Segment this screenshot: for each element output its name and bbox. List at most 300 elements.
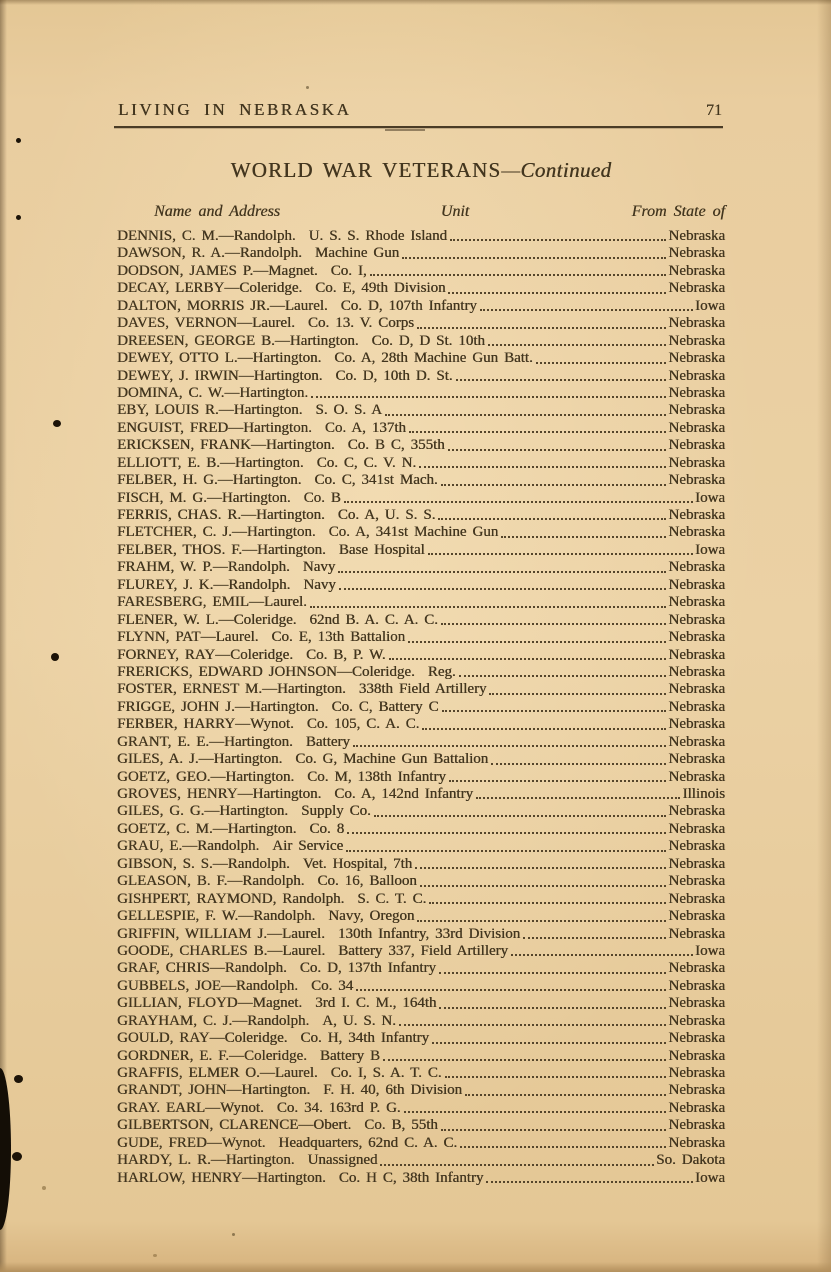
- veteran-unit: Co. D, D St. 10th: [371, 332, 485, 349]
- veteran-name-address: DREESEN, GEORGE B.—Hartington.: [117, 332, 359, 349]
- veteran-name-address: GLEASON, B. F.—Randolph.: [117, 873, 305, 890]
- veteran-state: Iowa: [695, 942, 725, 959]
- veteran-name-address: GILLIAN, FLOYD—Magnet.: [117, 995, 303, 1012]
- binding-mark: [16, 215, 21, 220]
- veteran-row: [117, 455, 725, 472]
- dot-leader: [441, 1129, 667, 1131]
- veteran-name-address: DAVES, VERNON—Laurel.: [117, 315, 295, 332]
- dot-leader: [489, 693, 666, 695]
- dot-leader: [389, 658, 667, 660]
- veteran-unit: Battery B: [319, 1047, 380, 1064]
- dot-leader: [459, 675, 667, 677]
- veteran-row: [117, 978, 725, 995]
- dot-leader: [445, 1076, 667, 1078]
- veteran-name-address: FOSTER, ERNEST M.—Hartington.: [117, 681, 346, 698]
- veteran-unit: Co. 8: [309, 820, 345, 837]
- veteran-state: Nebraska: [668, 245, 725, 262]
- veteran-unit: F. H. 40, 6th Division: [323, 1082, 463, 1099]
- veteran-name-address: DECAY, LERBY—Coleridge.: [117, 280, 303, 297]
- dot-leader: [441, 484, 667, 486]
- veteran-state: Nebraska: [668, 698, 725, 715]
- veteran-state: Nebraska: [668, 611, 725, 628]
- veteran-row: [117, 594, 725, 611]
- veteran-state: Nebraska: [668, 228, 725, 244]
- veteran-row: [117, 908, 725, 925]
- veteran-row: [117, 838, 725, 855]
- veteran-unit: Base Hospital: [338, 541, 425, 558]
- scan-background-blob: [0, 1068, 11, 1230]
- veteran-unit: Co. 16, Balloon: [317, 873, 417, 890]
- veteran-name-address: GOULD, RAY—Coleridge.: [117, 1030, 288, 1047]
- veteran-row: [117, 420, 725, 437]
- veteran-unit: Vet. Hospital, 7th: [302, 855, 413, 872]
- veteran-state: Nebraska: [668, 262, 725, 279]
- binding-hole: [53, 420, 61, 427]
- veteran-state: Nebraska: [668, 629, 725, 646]
- veteran-unit: Co. M, 138th Infantry: [307, 768, 446, 785]
- dot-leader: [448, 292, 666, 294]
- veteran-name-address: FRERICKS, EDWARD JOHNSON—Coleridge.: [117, 663, 415, 680]
- column-header-unit: Unit: [440, 203, 470, 220]
- veteran-row: [117, 524, 725, 541]
- veteran-unit: Supply Co.: [301, 803, 371, 820]
- veteran-unit: 3rd I. C. M., 164th: [315, 995, 437, 1012]
- column-headers: [117, 203, 725, 222]
- veteran-name-address: GOODE, CHARLES B.—Laurel.: [117, 942, 326, 959]
- veteran-unit: Co. D, 107th Infantry: [340, 297, 477, 314]
- veteran-unit: Battery 337, Field Artillery: [338, 942, 509, 959]
- veteran-row: [117, 472, 725, 489]
- veteran-row: [117, 891, 725, 908]
- veteran-unit: Headquarters, 62nd C. A. C.: [278, 1134, 458, 1151]
- dot-leader: [374, 815, 667, 817]
- veteran-state: Nebraska: [668, 663, 725, 680]
- veteran-name-address: GRANT, E. E.—Hartington.: [117, 733, 293, 750]
- veteran-unit: Co. C, 341st Mach.: [314, 472, 438, 489]
- veteran-state: Nebraska: [668, 332, 725, 349]
- veteran-row: [117, 769, 725, 786]
- veteran-name-address: FARESBERG, EMIL—Laurel.: [117, 594, 307, 611]
- dot-leader: [536, 362, 667, 364]
- veteran-state: Nebraska: [668, 1065, 725, 1081]
- veteran-name-address: GRAF, CHRIS—Randolph.: [117, 960, 287, 977]
- veteran-state: So. Dakota: [656, 1152, 725, 1169]
- dot-leader: [465, 1094, 666, 1096]
- veteran-name-address: HARDY, L. R.—Hartington.: [117, 1152, 295, 1169]
- dot-leader: [429, 902, 666, 904]
- dot-leader: [438, 518, 666, 520]
- dot-leader: [488, 344, 666, 346]
- veteran-row: [117, 873, 725, 890]
- veteran-state: Illinois: [682, 786, 725, 802]
- running-header: [118, 100, 722, 120]
- veteran-row: [117, 1170, 725, 1187]
- veteran-row: [117, 612, 725, 629]
- veteran-name-address: DEWEY, OTTO L.—Hartington.: [117, 350, 322, 367]
- veteran-unit: Co. A, 137th: [324, 419, 406, 436]
- veteran-unit: Machine Gun: [314, 245, 400, 262]
- veteran-name-address: DOMINA, C. W.—Hartington.: [117, 384, 309, 401]
- veteran-name-address: ERICKSEN, FRANK—Hartington.: [117, 437, 335, 454]
- veteran-state: Nebraska: [668, 890, 725, 907]
- veteran-state: Nebraska: [668, 1099, 725, 1116]
- veteran-state: Nebraska: [668, 716, 725, 733]
- page-number: 71: [706, 102, 722, 119]
- veteran-name-address: GUBBELS, JOE—Randolph.: [117, 977, 298, 994]
- veteran-state: Nebraska: [668, 454, 725, 471]
- veteran-name-address: GILES, G. G.—Hartington.: [117, 803, 289, 820]
- dot-leader: [486, 1181, 693, 1183]
- dot-leader: [383, 1059, 666, 1061]
- dot-leader: [344, 501, 693, 503]
- veteran-state: Nebraska: [668, 838, 725, 855]
- veteran-row: [117, 298, 725, 315]
- veteran-state: Nebraska: [668, 594, 725, 611]
- veteran-row: [117, 856, 725, 873]
- dot-leader: [311, 396, 666, 398]
- veteran-name-address: GOETZ, C. M.—Hartington.: [117, 820, 297, 837]
- veteran-name-address: FORNEY, RAY—Coleridge.: [117, 646, 293, 663]
- dot-leader: [415, 867, 666, 869]
- dot-leader: [511, 954, 693, 956]
- dot-leader: [428, 553, 693, 555]
- veteran-state: Nebraska: [668, 751, 725, 768]
- veteran-unit: Co. A, 142nd Infantry: [334, 786, 473, 802]
- veteran-row: [117, 1048, 725, 1065]
- veteran-name-address: DEWEY, J. IRWIN—Hartington.: [117, 367, 323, 384]
- paper-speck: [153, 1254, 157, 1257]
- binding-mark: [16, 138, 21, 143]
- veteran-row: [117, 803, 725, 820]
- veteran-name-address: FERBER, HARRY—Wynot.: [117, 716, 294, 733]
- veteran-name-address: FISCH, M. G.—Hartington.: [117, 489, 291, 506]
- dot-leader: [347, 832, 666, 834]
- veteran-row: [117, 333, 725, 350]
- veteran-state: Nebraska: [668, 419, 725, 436]
- veteran-unit: Co. B, P. W.: [305, 646, 386, 663]
- veteran-unit: Co. 34: [310, 977, 354, 994]
- veteran-name-address: FELBER, THOS. F.—Hartington.: [117, 541, 326, 558]
- veteran-name-address: FLENER, W. L.—Coleridge.: [117, 611, 297, 628]
- section-title-main: WORLD WAR VETERANS: [230, 158, 502, 182]
- veteran-unit: Reg.: [427, 663, 456, 680]
- veteran-name-address: FERRIS, CHAS. R.—Hartington.: [117, 507, 325, 523]
- veteran-row: [117, 926, 725, 943]
- paper-speck: [306, 86, 309, 89]
- veteran-row: [117, 1065, 725, 1082]
- veteran-row: [117, 559, 725, 576]
- dot-leader: [480, 309, 693, 311]
- veteran-state: Nebraska: [668, 681, 725, 698]
- dot-leader: [417, 327, 666, 329]
- veteran-row: [117, 716, 725, 733]
- veteran-unit: Co. A, 341st Machine Gun: [328, 524, 499, 541]
- veteran-name-address: FRAHM, W. P.—Randolph.: [117, 559, 290, 576]
- veteran-unit: Co. 13. V. Corps: [307, 315, 414, 332]
- binding-hole: [51, 653, 59, 661]
- veteran-name-address: FRIGGE, JOHN J.—Hartington.: [117, 698, 319, 715]
- veteran-row: [117, 1135, 725, 1152]
- dot-leader: [456, 379, 667, 381]
- veteran-state: Nebraska: [668, 384, 725, 401]
- veteran-state: Nebraska: [668, 995, 725, 1012]
- veteran-name-address: GISHPERT, RAYMOND, Randolph.: [117, 890, 345, 907]
- veteran-unit: Unassigned: [307, 1152, 378, 1169]
- dot-leader: [420, 885, 667, 887]
- veteran-row: [117, 1100, 725, 1117]
- dot-leader: [523, 937, 666, 939]
- dot-leader: [310, 606, 667, 608]
- veteran-name-address: GRANDT, JOHN—Hartington.: [117, 1082, 311, 1099]
- veteran-state: Nebraska: [668, 507, 725, 523]
- dot-leader: [449, 780, 667, 782]
- dot-leader: [442, 710, 667, 712]
- dot-leader: [501, 536, 666, 538]
- veteran-unit: Co. A, 28th Machine Gun Batt.: [334, 350, 533, 367]
- veteran-unit: Co. H, 34th Infantry: [300, 1030, 430, 1047]
- veteran-name-address: GRAFFIS, ELMER O.—Laurel.: [117, 1065, 318, 1081]
- veteran-state: Nebraska: [668, 367, 725, 384]
- veteran-row: [117, 350, 725, 367]
- veteran-unit: Navy: [302, 559, 336, 576]
- veteran-row: [117, 751, 725, 768]
- dot-leader: [422, 728, 666, 730]
- dot-leader: [402, 257, 666, 259]
- veteran-state: Nebraska: [668, 646, 725, 663]
- page-edge-shadow-bottom: [0, 1262, 831, 1272]
- veteran-row: [117, 315, 725, 332]
- veteran-state: Nebraska: [668, 960, 725, 977]
- veteran-state: Nebraska: [668, 1047, 725, 1064]
- veteran-row: [117, 1152, 725, 1169]
- veteran-row: [117, 507, 725, 524]
- dot-leader: [339, 588, 667, 590]
- veteran-state: Nebraska: [668, 402, 725, 419]
- veteran-unit: Navy: [303, 576, 336, 593]
- veteran-unit: 62nd B. A. C. A. C.: [309, 611, 438, 628]
- veteran-state: Nebraska: [668, 315, 725, 332]
- veteran-row: [117, 1082, 725, 1099]
- veteran-state: Nebraska: [668, 1117, 725, 1134]
- paper-speck: [232, 1233, 235, 1236]
- veteran-unit: Co. C, Battery C: [331, 698, 439, 715]
- veteran-state: Nebraska: [668, 472, 725, 489]
- veteran-name-address: FLETCHER, C. J.—Hartington.: [117, 524, 316, 541]
- veteran-row: [117, 368, 725, 385]
- dot-leader: [491, 763, 666, 765]
- veteran-name-address: FLYNN, PAT—Laurel.: [117, 629, 259, 646]
- veteran-state: Nebraska: [668, 977, 725, 994]
- binding-hole: [12, 1152, 22, 1161]
- veteran-state: Iowa: [695, 297, 725, 314]
- veteran-unit: Co. I,: [330, 262, 367, 279]
- veteran-state: Nebraska: [668, 350, 725, 367]
- dot-leader: [439, 1007, 666, 1009]
- veteran-name-address: FELBER, H. G.—Hartington.: [117, 472, 302, 489]
- veteran-name-address: GROVES, HENRY—Hartington.: [117, 786, 322, 802]
- column-header-name: Name and Address: [154, 203, 280, 220]
- veteran-unit: Co. C, C. V. N.: [316, 454, 417, 471]
- veteran-unit: Co. B C, 355th: [347, 437, 445, 454]
- dot-leader: [385, 414, 666, 416]
- veteran-state: Nebraska: [668, 576, 725, 593]
- veteran-state: Nebraska: [668, 803, 725, 820]
- page-edge-shadow-right: [817, 0, 831, 1272]
- veteran-name-address: DAWSON, R. A.—Randolph.: [117, 245, 302, 262]
- veteran-unit: Co. E, 49th Division: [315, 280, 446, 297]
- veteran-row: [117, 385, 725, 402]
- dot-leader: [356, 989, 666, 991]
- dot-leader: [370, 274, 667, 276]
- veteran-name-address: GORDNER, E. F.—Coleridge.: [117, 1047, 307, 1064]
- veteran-row: [117, 995, 725, 1012]
- veteran-state: Nebraska: [668, 908, 725, 925]
- veteran-unit: Co. H C, 38th Infantry: [338, 1169, 484, 1186]
- veteran-row: [117, 664, 725, 681]
- veteran-row: [117, 1030, 725, 1047]
- veteran-state: Nebraska: [668, 1134, 725, 1151]
- veteran-row: [117, 943, 725, 960]
- veteran-name-address: HARLOW, HENRY—Hartington.: [117, 1169, 326, 1186]
- veteran-row: [117, 577, 725, 594]
- veteran-unit: U. S. S. Rhode Island: [308, 228, 447, 244]
- dot-leader: [417, 920, 666, 922]
- veteran-row: [117, 245, 725, 262]
- veteran-row: [117, 263, 725, 280]
- veteran-state: Iowa: [695, 1169, 725, 1186]
- veteran-unit: Navy, Oregon: [328, 908, 415, 925]
- veteran-row: [117, 437, 725, 454]
- veteran-unit: Co. A, U. S. S.: [337, 507, 436, 523]
- dot-leader: [353, 745, 666, 747]
- veteran-state: Nebraska: [668, 925, 725, 942]
- veteran-unit: Co. B: [303, 489, 341, 506]
- veteran-name-address: ELLIOTT, E. B.—Hartington.: [117, 454, 304, 471]
- veteran-unit: A, U. S. N.: [322, 1012, 396, 1029]
- veteran-name-address: GRAYHAM, C. J.—Randolph.: [117, 1012, 310, 1029]
- veterans-list: [117, 228, 725, 1187]
- dot-leader: [441, 623, 666, 625]
- veteran-state: Nebraska: [668, 437, 725, 454]
- dot-leader: [439, 972, 666, 974]
- dot-leader: [409, 431, 666, 433]
- dot-leader: [399, 1024, 666, 1026]
- veteran-state: Nebraska: [668, 733, 725, 750]
- veteran-name-address: GUDE, FRED—Wynot.: [117, 1134, 266, 1151]
- veteran-row: [117, 681, 725, 698]
- column-header-state: From State of: [631, 203, 725, 220]
- dot-leader: [380, 1164, 654, 1166]
- veteran-state: Nebraska: [668, 280, 725, 297]
- veteran-name-address: DENNIS, C. M.—Randolph.: [117, 228, 296, 244]
- header-rule: [114, 126, 723, 128]
- veteran-unit: Co. D, 137th Infantry: [299, 960, 436, 977]
- veteran-row: [117, 647, 725, 664]
- veteran-row: [117, 280, 725, 297]
- veteran-name-address: GRAU, E.—Randolph.: [117, 838, 260, 855]
- section-title: [117, 158, 725, 183]
- veteran-unit: S. O. S. A: [315, 402, 382, 419]
- dot-leader: [476, 797, 681, 799]
- veteran-state: Nebraska: [668, 559, 725, 576]
- veteran-row: [117, 490, 725, 507]
- veteran-row: [117, 629, 725, 646]
- dot-leader: [419, 466, 666, 468]
- veteran-name-address: GOETZ, GEO.—Hartington.: [117, 768, 295, 785]
- veteran-unit: Co. B, 55th: [364, 1117, 438, 1134]
- veteran-state: Iowa: [695, 489, 725, 506]
- veteran-unit: S. C. T. C.: [357, 890, 427, 907]
- veteran-row: [117, 402, 725, 419]
- veteran-row: [117, 699, 725, 716]
- dot-leader: [404, 1111, 667, 1113]
- rule-smudge: [385, 129, 425, 131]
- veteran-unit: Battery: [305, 733, 350, 750]
- section-title-continued: —Continued: [501, 158, 612, 182]
- veteran-unit: Co. D, 10th D. St.: [335, 367, 453, 384]
- veteran-name-address: ENGUIST, FRED—Hartington.: [117, 419, 312, 436]
- veteran-row: [117, 960, 725, 977]
- veteran-unit: 338th Field Artillery: [358, 681, 487, 698]
- veteran-unit: Co. 105, C. A. C.: [306, 716, 420, 733]
- veteran-name-address: DODSON, JAMES P.—Magnet.: [117, 262, 318, 279]
- veteran-unit: 130th Infantry, 33rd Division: [337, 925, 521, 942]
- dot-leader: [338, 571, 666, 573]
- veteran-row: [117, 542, 725, 559]
- veteran-state: Nebraska: [668, 820, 725, 837]
- veteran-name-address: GRIFFIN, WILLIAM J.—Laurel.: [117, 925, 325, 942]
- dot-leader: [408, 641, 666, 643]
- dot-leader: [460, 1146, 666, 1148]
- veteran-unit: Air Service: [272, 838, 344, 855]
- dot-leader: [432, 1042, 666, 1044]
- veteran-row: [117, 228, 725, 245]
- veteran-name-address: GRAY. EARL—Wynot.: [117, 1099, 264, 1116]
- veteran-state: Nebraska: [668, 1082, 725, 1099]
- paper-speck: [42, 1186, 46, 1190]
- veteran-name-address: GELLESPIE, F. W.—Randolph.: [117, 908, 316, 925]
- veteran-name-address: GILES, A. J.—Hartington.: [117, 751, 283, 768]
- veteran-unit: Co. 34. 163rd P. G.: [276, 1099, 401, 1116]
- veteran-name-address: DALTON, MORRIS JR.—Laurel.: [117, 297, 328, 314]
- veteran-row: [117, 786, 725, 803]
- veteran-state: Nebraska: [668, 524, 725, 541]
- veteran-name-address: GIBSON, S. S.—Randolph.: [117, 855, 290, 872]
- veteran-row: [117, 1117, 725, 1134]
- veteran-row: [117, 1013, 725, 1030]
- dot-leader: [448, 449, 667, 451]
- veteran-state: Nebraska: [668, 873, 725, 890]
- veteran-unit: Co. E, 13th Battalion: [271, 629, 406, 646]
- dot-leader: [450, 239, 666, 241]
- dot-leader: [346, 850, 666, 852]
- veteran-state: Nebraska: [668, 1012, 725, 1029]
- veteran-name-address: GILBERTSON, CLARENCE—Obert.: [117, 1117, 352, 1134]
- book-title: LIVING IN NEBRASKA: [118, 100, 352, 119]
- binding-hole: [14, 1075, 23, 1083]
- veteran-state: Iowa: [695, 541, 725, 558]
- veteran-unit: Co. I, S. A. T. C.: [330, 1065, 442, 1081]
- veteran-name-address: EBY, LOUIS R.—Hartington.: [117, 402, 303, 419]
- veteran-state: Nebraska: [668, 855, 725, 872]
- veteran-unit: Co. G, Machine Gun Battalion: [295, 751, 489, 768]
- veteran-state: Nebraska: [668, 1030, 725, 1047]
- veteran-row: [117, 734, 725, 751]
- veteran-state: Nebraska: [668, 768, 725, 785]
- veteran-name-address: FLUREY, J. K.—Randolph.: [117, 576, 291, 593]
- page-edge-shadow-top: [0, 0, 831, 5]
- veteran-row: [117, 821, 725, 838]
